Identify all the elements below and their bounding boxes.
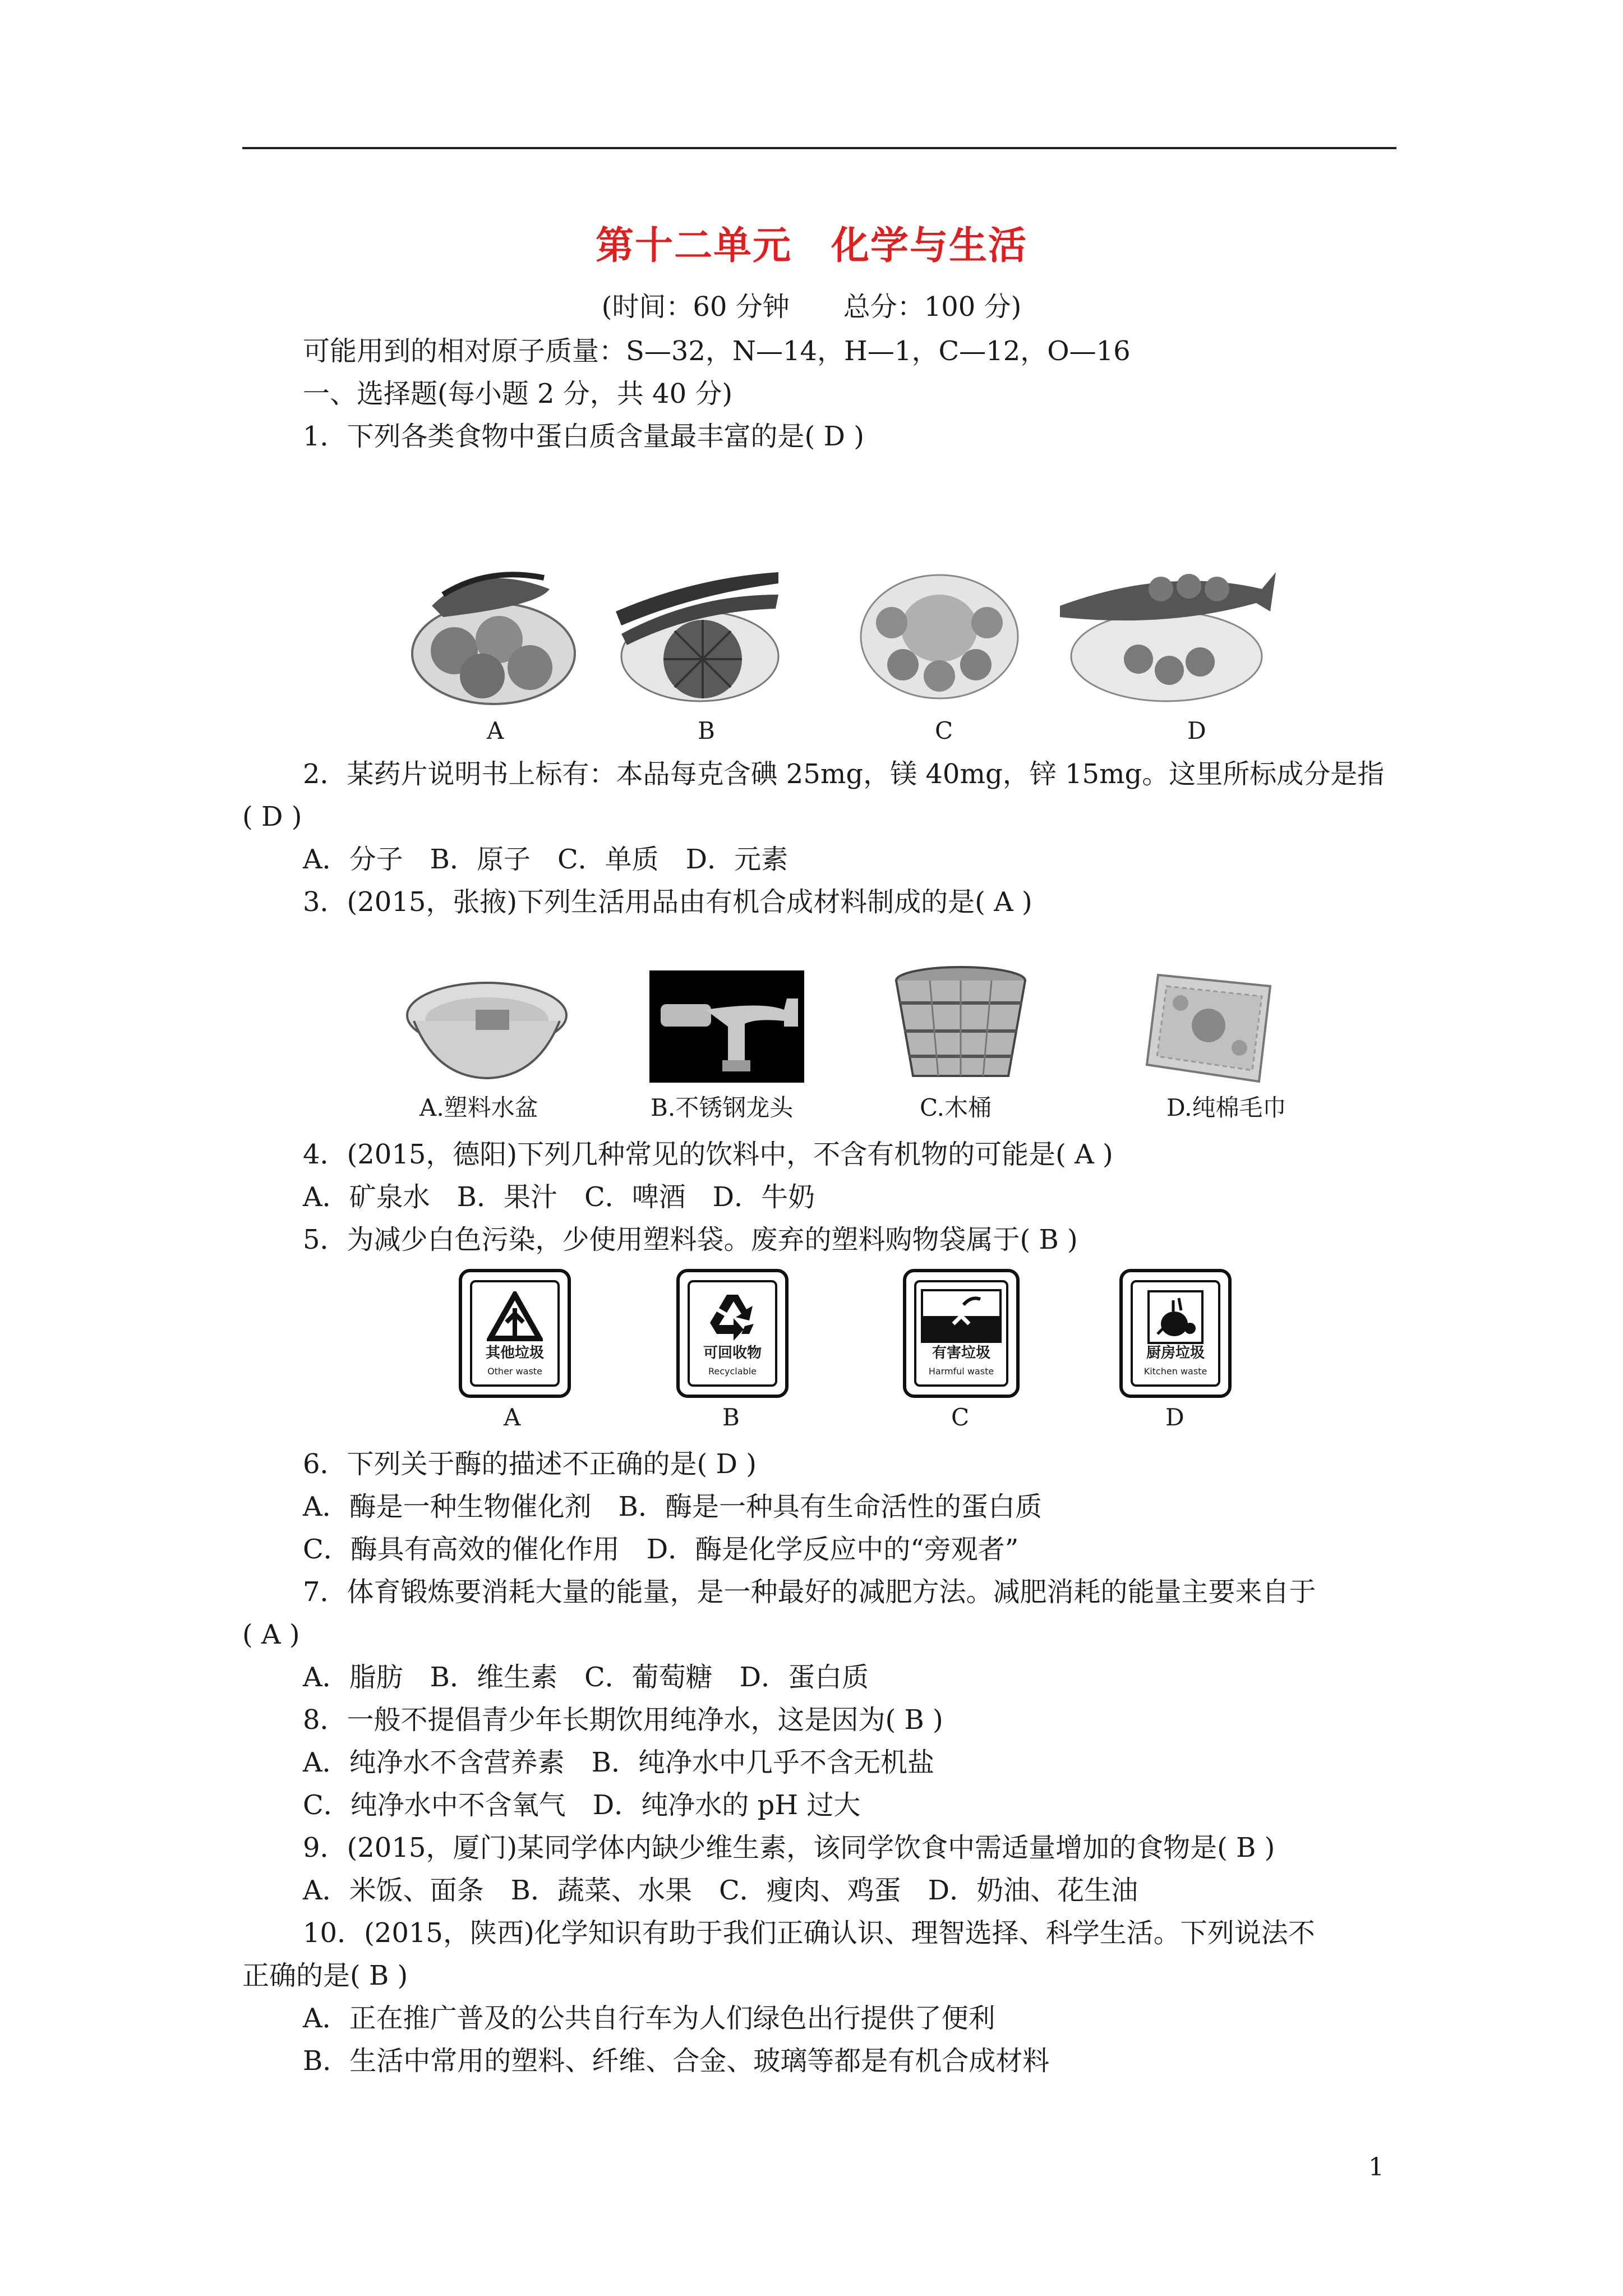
page-number: 1 [1368, 2153, 1384, 2182]
other-waste-icon [487, 1291, 543, 1342]
question-2: 2．某药片说明书上标有：本品每克含碘 25mg，镁 40mg，锌 15mg。这里所标成分是指 [303, 758, 1385, 790]
bin-label-en: Other waste [487, 1366, 542, 1377]
wooden-bucket-image [891, 964, 1031, 1082]
q5-label-b: B [722, 1404, 740, 1431]
plastic-basin-image [403, 976, 571, 1083]
q1-label-d: D [1187, 717, 1206, 744]
question-10-option-b: B．生活中常用的塑料、纤维、合金、玻璃等都是有机合成材料 [303, 2045, 1050, 2077]
bin-label-en: Kitchen waste [1144, 1366, 1207, 1377]
question-8-options-2: C．纯净水中不含氧气 D．纯净水的 pH 过大 [303, 1789, 861, 1821]
bin-label-cn: 可回收物 [703, 1345, 762, 1361]
other-waste-bin-sign [459, 1269, 571, 1398]
cotton-towel-image [1141, 964, 1276, 1087]
harmful-waste-bin-sign [903, 1269, 1020, 1398]
bin-label-en: Recyclable [708, 1366, 757, 1377]
q5-label-d: D [1165, 1404, 1184, 1431]
recyclable-bin-sign [676, 1269, 789, 1398]
vegetable-plate-image [610, 555, 784, 707]
harmful-waste-icon [920, 1288, 1003, 1344]
question-6-options-1: A．酶是一种生物催化剂 B．酶是一种具有生命活性的蛋白质 [303, 1491, 1042, 1522]
kitchen-waste-icon [1146, 1289, 1205, 1345]
question-4: 4．(2015，德阳)下列几种常见的饮料中，不含有机物的可能是( A ) [303, 1139, 1113, 1170]
question-4-options: A．矿泉水 B．果汁 C．啤酒 D．牛奶 [303, 1181, 815, 1213]
question-6-options-2: C．酶具有高效的催化作用 D．酶是化学反应中的“旁观者” [303, 1534, 1019, 1565]
q1-label-b: B [698, 717, 715, 744]
bin-label-cn: 有害垃圾 [932, 1345, 990, 1361]
atomic-masses: 可能用到的相对原子质量：S—32，N—14，H—1，C—12，O—16 [303, 335, 1131, 367]
q3-label-a: A.塑料水盆 [419, 1094, 538, 1121]
q3-label-d: D.纯棉毛巾 [1166, 1094, 1287, 1121]
question-10-option-a: A．正在推广普及的公共自行车为人们绿色出行提供了便利 [303, 2003, 995, 2034]
stainless-faucet-image [649, 970, 804, 1083]
rice-plate-image [858, 567, 1021, 701]
question-6: 6．下列关于酶的描述不正确的是( D ) [303, 1448, 757, 1480]
q5-label-a: A [504, 1404, 521, 1431]
fruit-plate-image [409, 555, 578, 707]
bin-label-cn: 厨房垃圾 [1146, 1345, 1205, 1361]
exam-info: (时间：60 分钟 总分：100 分) [601, 291, 1022, 323]
question-8: 8．一般不提倡青少年长期饮用纯净水，这是因为( B ) [303, 1704, 943, 1736]
question-7-cont: ( A ) [242, 1619, 300, 1650]
question-10-cont: 正确的是( B ) [242, 1960, 408, 1991]
question-9: 9．(2015，厦门)某同学体内缺少维生素，该同学饮食中需适量增加的食物是( B ) [303, 1832, 1275, 1864]
q1-label-c: C [935, 717, 953, 744]
question-9-options: A．米饭、面条 B．蔬菜、水果 C．瘦肉、鸡蛋 D．奶油、花生油 [303, 1875, 1138, 1906]
question-8-options-1: A．纯净水不含营养素 B．纯净水中几乎不含无机盐 [303, 1747, 934, 1778]
page-title: 第十二单元 化学与生活 [595, 223, 1027, 268]
question-7-options: A．脂肪 B．维生素 C．葡萄糖 D．蛋白质 [303, 1662, 869, 1693]
question-10: 10．(2015，陕西)化学知识有助于我们正确认识、理智选择、科学生活。下列说法不 [303, 1917, 1315, 1949]
bin-label-cn: 其他垃圾 [485, 1345, 544, 1361]
question-2-cont: ( D ) [242, 801, 302, 832]
question-1: 1．下列各类食物中蛋白质含量最丰富的是( D ) [303, 421, 864, 452]
section-heading: 一、选择题(每小题 2 分，共 40 分) [303, 378, 733, 409]
q1-label-a: A [487, 717, 504, 744]
question-5: 5．为减少白色污染，少使用塑料袋。废弃的塑料购物袋属于( B ) [303, 1224, 1078, 1255]
q3-label-c: C.木桶 [920, 1094, 992, 1121]
q3-label-b: B.不锈钢龙头 [651, 1094, 794, 1121]
bin-label-en: Harmful waste [928, 1366, 994, 1377]
question-2-options: A．分子 B．原子 C．单质 D．元素 [303, 844, 789, 875]
fish-and-eggs-image [1054, 555, 1279, 707]
recycle-icon [704, 1289, 760, 1343]
question-7: 7．体育锻炼要消耗大量的能量，是一种最好的减肥方法。减肥消耗的能量主要来自于 [303, 1576, 1316, 1608]
question-3: 3．(2015，张掖)下列生活用品由有机合成材料制成的是( A ) [303, 886, 1032, 918]
kitchen-waste-bin-sign [1119, 1269, 1232, 1398]
header-rule [242, 147, 1396, 149]
q5-label-c: C [951, 1404, 970, 1431]
